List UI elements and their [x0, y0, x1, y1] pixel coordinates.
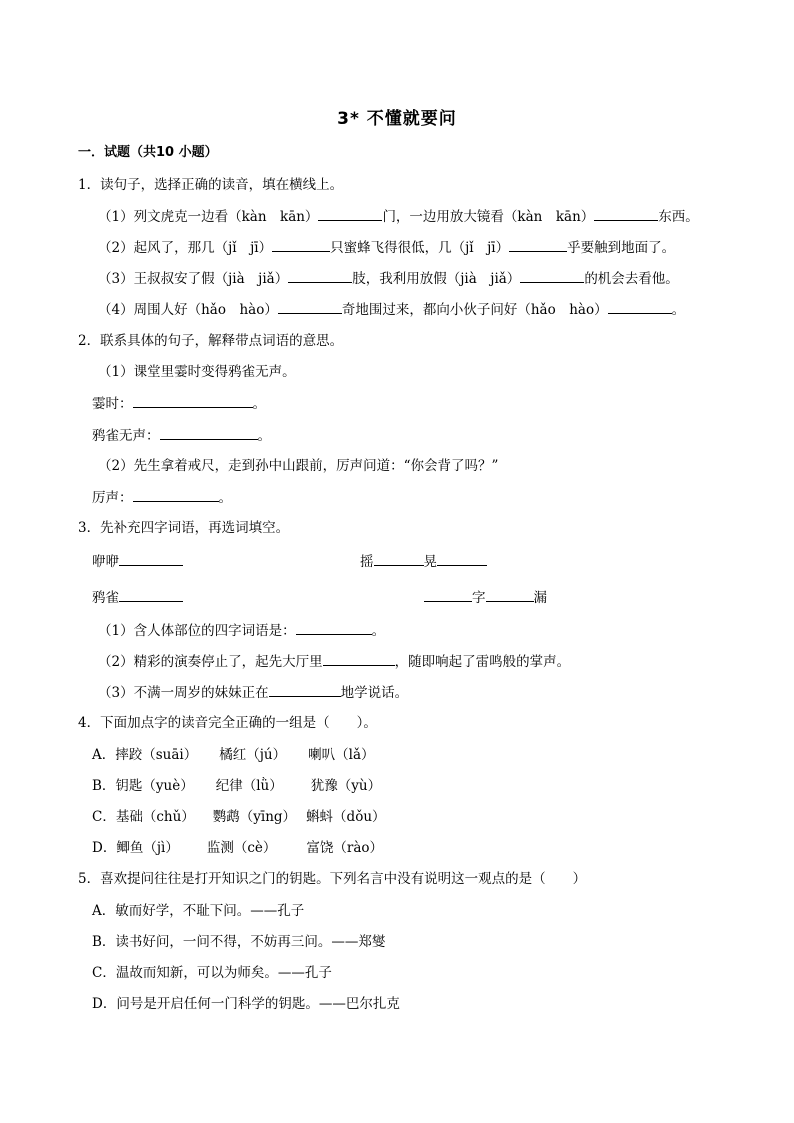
answer-blank[interactable]	[269, 683, 341, 697]
q1-s2-part-c: 乎要触到地面了。	[567, 240, 676, 256]
q3-phrase-4	[424, 588, 547, 607]
answer-blank[interactable]	[296, 621, 372, 635]
q3-s2-part-b: ，随即响起了雷鸣般的掌声。	[394, 654, 571, 670]
q2-row-end: 。	[252, 396, 266, 412]
q3-phrase-2	[360, 552, 487, 571]
q2-row-end: 。	[257, 428, 271, 444]
answer-blank[interactable]	[608, 300, 672, 314]
q1-s1-part-b: 门，一边用放大镜看（kàn kān）	[382, 209, 595, 225]
q5-option-a[interactable]: A．敏而好学，不耻下问。——孔子	[92, 903, 305, 919]
answer-blank[interactable]	[594, 207, 658, 221]
q1-s4-part-b: 奇地围过来，都向小伙子问好（hǎo hào）	[341, 302, 608, 318]
q4-option-c[interactable]	[92, 808, 386, 826]
answer-blank[interactable]	[520, 269, 584, 283]
answer-blank[interactable]	[437, 552, 487, 566]
q4-c-word-3: 蝌蚪（dǒu）	[306, 809, 386, 825]
answer-blank[interactable]	[323, 652, 395, 666]
q1-s4-part-a: （4）周围人好（hǎo hào）	[98, 302, 278, 318]
answer-blank[interactable]	[424, 588, 472, 602]
q3-sentence-2	[98, 652, 570, 671]
q1-s2-part-b: 只蜜蜂飞得很低，几（jǐ jī）	[330, 240, 510, 256]
q3-s2-part-a: （2）精彩的演奏停止了，起先大厅里	[98, 654, 323, 670]
q1-sentence-4	[98, 300, 685, 319]
q4-d-word-2: 监测（cè）	[206, 840, 277, 856]
q1-s3-part-a: （3）王叔叔安了假（jià jiǎ）	[98, 271, 289, 287]
answer-blank[interactable]	[133, 488, 219, 502]
answer-blank[interactable]	[374, 552, 424, 566]
q2-word-1-row	[92, 394, 266, 413]
q1-s4-part-c: 。	[671, 302, 686, 318]
q1-s3-part-b: 肢，我利用放假（jià jiǎ）	[352, 271, 521, 287]
question-3-stem: 3．先补充四字词语，再选词填空。	[78, 520, 290, 536]
answer-blank[interactable]	[119, 588, 183, 602]
q4-a-word-2: 橘红（jú）	[219, 747, 287, 763]
answer-blank[interactable]	[486, 588, 534, 602]
q1-sentence-1	[98, 207, 699, 226]
q2-row-end: 。	[218, 490, 232, 506]
q1-sentence-3	[98, 269, 679, 288]
q5-option-c[interactable]: C．温故而知新，可以为师矣。——孔子	[92, 965, 332, 981]
section-heading: 一．试题（共10 小题）	[78, 145, 218, 160]
answer-blank[interactable]	[119, 552, 183, 566]
question-4-stem: 4．下面加点字的读音完全正确的一组是（ ）。	[78, 715, 377, 731]
q2-sentence-2: （2）先生拿着戒尺，走到孙中山跟前，厉声问道：“你会背了吗？”	[98, 458, 499, 474]
question-5-stem: 5．喜欢提问往往是打开知识之门的钥匙。下列名言中没有说明这一观点的是（ ）	[78, 871, 587, 887]
q4-option-d[interactable]	[92, 839, 383, 857]
question-2-stem: 2．联系具体的句子，解释带点词语的意思。	[78, 333, 344, 349]
q1-sentence-2	[98, 238, 675, 257]
question-1-stem: 1．读句子，选择正确的读音，填在横线上。	[78, 177, 344, 193]
q3-s3-part-a: （3）不满一周岁的妹妹正在	[98, 685, 269, 701]
answer-blank[interactable]	[318, 207, 382, 221]
q3-phrase-1-text: 咿咿	[92, 554, 119, 570]
q4-a-word-3: 喇叭（lǎ）	[308, 747, 375, 763]
q3-sentence-1	[98, 621, 385, 640]
answer-blank[interactable]	[288, 269, 352, 283]
q5-option-d[interactable]: D．问号是开启任何一门科学的钥匙。——巴尔扎克	[92, 996, 400, 1012]
answer-blank[interactable]	[160, 426, 258, 440]
q1-s2-part-a: （2）起风了，那几（jǐ jī）	[98, 240, 273, 256]
q4-option-a[interactable]	[92, 746, 375, 764]
q4-c-word-1: C．基础（chǔ）	[92, 809, 195, 825]
answer-blank[interactable]	[133, 394, 253, 408]
q1-s3-part-c: 的机会去看他。	[584, 271, 679, 287]
q3-phrase-1	[92, 552, 183, 571]
q5-option-b[interactable]: B．读书好问，一问不得，不妨再三问。——郑燮	[92, 934, 386, 950]
q1-s1-part-a: （1）列文虎克一边看（kàn kān）	[98, 209, 319, 225]
q2-word-3-row	[92, 488, 232, 507]
q4-b-word-3: 犹豫（yù）	[310, 778, 382, 794]
q4-option-b[interactable]	[92, 777, 381, 795]
q4-d-word-1: D．鲫鱼（jì）	[92, 840, 179, 856]
q3-s1-end: 。	[371, 623, 386, 639]
q4-b-word-2: 纪律（lǜ）	[215, 778, 283, 794]
page-title: 3* 不懂就要问	[337, 109, 457, 129]
q4-d-word-3: 富饶（rào）	[306, 840, 384, 856]
q2-word-2-label: 鸦雀无声：	[92, 428, 160, 444]
answer-blank[interactable]	[509, 238, 567, 252]
q4-a-word-1: A．摔跤（suāi）	[92, 747, 198, 763]
q2-sentence-1: （1）课堂里霎时变得鸦雀无声。	[98, 364, 296, 380]
q3-phrase-4-a: 字	[472, 590, 486, 606]
q3-phrase-3-text: 鸦雀	[92, 590, 119, 606]
q2-word-1-label: 霎时：	[92, 396, 133, 412]
q3-phrase-2-b: 晃	[423, 554, 437, 570]
q4-c-word-2: 鹦鹉（yīng）	[212, 809, 297, 825]
q1-s1-part-c: 东西。	[658, 209, 699, 225]
q4-b-word-1: B．钥匙（yuè）	[92, 778, 194, 794]
q3-phrase-2-a: 摇	[360, 554, 374, 570]
q2-word-3-label: 厉声：	[92, 490, 133, 506]
answer-blank[interactable]	[278, 300, 342, 314]
q2-word-2-row	[92, 426, 271, 445]
answer-blank[interactable]	[272, 238, 330, 252]
q3-phrase-4-b: 漏	[533, 590, 547, 606]
q3-sentence-3	[98, 683, 408, 702]
q3-s3-part-b: 地学说话。	[340, 685, 409, 701]
q3-s1-text: （1）含人体部位的四字词语是：	[98, 623, 296, 639]
q3-phrase-3	[92, 588, 183, 607]
